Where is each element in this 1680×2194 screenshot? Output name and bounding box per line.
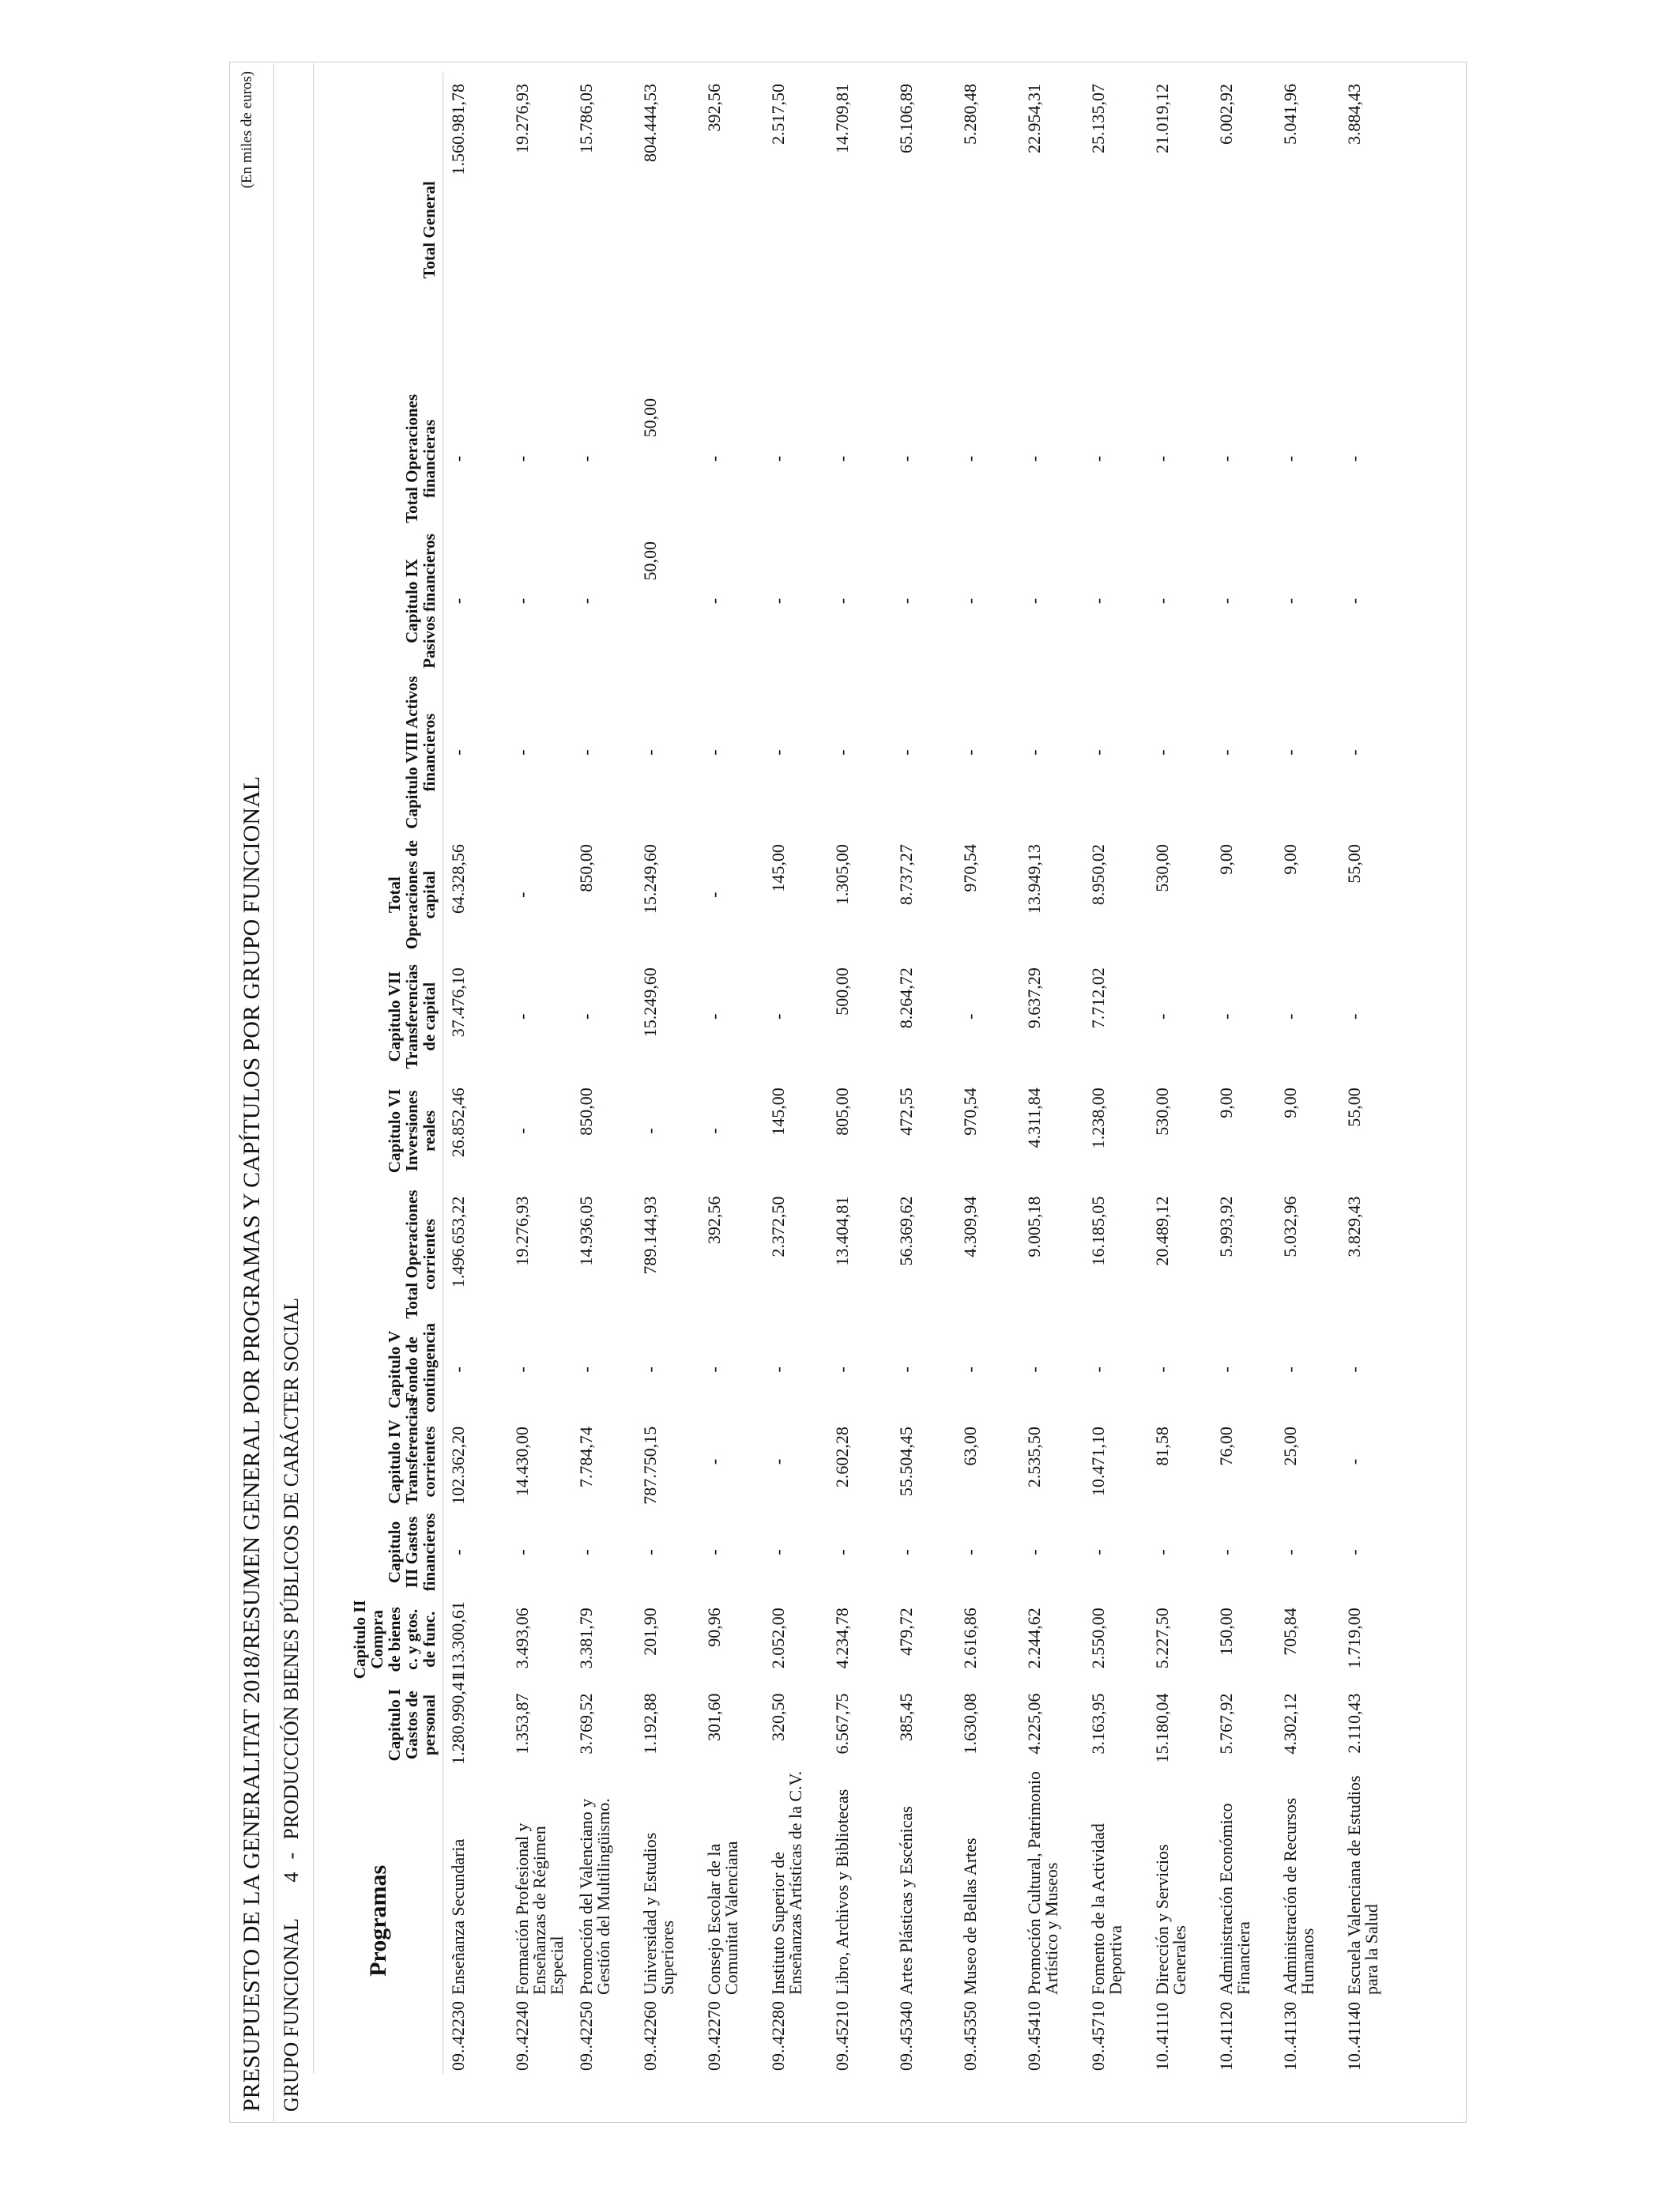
value-cell: - [1087,1367,1108,1373]
value-cell: 2.052,00 [767,1608,788,1669]
value-cell: - [959,455,980,462]
value-cell: - [895,749,916,756]
column-header: Capitulo I Gastos de personal [385,1688,439,1762]
value-cell: - [1343,455,1364,462]
value-cell: 1.192,88 [639,1693,660,1755]
value-cell: 2.517,50 [767,84,788,145]
value-cell: - [767,1458,788,1465]
value-cell: - [1279,1367,1300,1373]
program-name: Administración de Recursos Humanos [1279,1797,1317,1995]
value-cell: - [1151,598,1172,605]
value-cell: 13.949,13 [1023,844,1044,914]
value-cell: 4.309,94 [959,1196,980,1257]
table-row [1147,73,1211,2074]
program-cell [1083,1768,1147,2074]
value-cell: 4.234,78 [831,1608,852,1669]
value-cell: - [1151,1013,1172,1020]
table-row [635,73,699,2074]
value-cell: - [448,1549,468,1555]
value-cell: 1.560.981,78 [448,84,468,175]
value-cell: - [575,1549,596,1555]
page-title: PRESUPUESTO DE LA GENERALITAT 2018/RESUMEN GENERAL POR PROGRAMAS Y CAPÍTULOS POR GRUPO FUNCIONAL [239,776,265,2112]
value-cell: - [831,1549,852,1555]
value-cell: 90,96 [703,1608,724,1647]
value-cell: 385,45 [895,1693,916,1741]
program-code: 10..41110 [1151,2002,1172,2071]
value-cell: 1.238,00 [1087,1088,1108,1149]
value-cell: - [511,1367,532,1373]
program-name: Promoción Cultural, Patrimonio Artístico y Museos [1023,1771,1061,1995]
program-code: 09..45410 [1023,2001,1044,2071]
value-cell: - [1343,1367,1364,1373]
column-header: Capitulo VII Transferencias de capital [385,964,439,1069]
value-cell: - [1023,749,1044,756]
value-cell: 9,00 [1215,844,1236,875]
program-cell [571,1768,635,2074]
value-cell: 500,00 [831,967,852,1016]
column-header: Total Operaciones de capital [385,840,439,950]
value-cell: 1.305,00 [831,844,852,906]
value-cell: 787.750,15 [639,1426,660,1505]
group-number: 4 [280,1872,303,1883]
value-cell: 2.244,62 [1023,1608,1044,1669]
value-cell: 55,00 [1343,1088,1364,1127]
table-row [763,73,827,2074]
value-cell: 530,00 [1151,844,1172,892]
program-name: Fomento de la Actividad Deportiva [1087,1823,1125,1995]
value-cell: - [1215,749,1236,756]
value-cell: - [1215,1013,1236,1020]
value-cell: 5.993,92 [1215,1196,1236,1257]
group-separator: - [280,1852,303,1860]
value-cell: 3.381,79 [575,1608,596,1669]
program-cell [763,1768,827,2074]
column-header: Capitulo III Gastos financieros [385,1513,439,1592]
program-cell [635,1768,699,2074]
value-cell: - [1023,455,1044,462]
value-cell: - [703,1128,724,1134]
column-header: Capitulo VIII Activos financieros [402,676,439,829]
value-cell: 789.144,93 [639,1196,660,1275]
value-cell: 9,00 [1279,844,1300,875]
value-cell: 850,00 [575,1088,596,1136]
value-cell: - [959,749,980,756]
value-cell: 2.616,86 [959,1608,980,1669]
value-cell: 55,00 [1343,844,1364,884]
value-cell: - [703,455,724,462]
program-cell [1147,1768,1211,2074]
value-cell: 9,00 [1215,1088,1236,1118]
program-cell [443,1768,507,2074]
value-cell: 15.249,60 [639,967,660,1038]
value-cell: 15.786,05 [575,84,596,153]
value-cell: - [703,1458,724,1465]
program-code: 09..45340 [895,2001,916,2071]
value-cell: 970,54 [959,1088,980,1136]
table-row [571,73,635,2074]
value-cell: - [1343,598,1364,605]
value-cell: - [767,455,788,462]
value-cell: 37.476,10 [448,967,468,1038]
value-cell: - [703,598,724,605]
value-cell: - [895,455,916,462]
value-cell: 14.936,05 [575,1196,596,1266]
program-name: Administración Económico Financiera [1215,1803,1253,1995]
value-cell: - [1279,598,1300,605]
value-cell: - [895,1549,916,1555]
column-header: Capitulo VI Inversiones reales [385,1088,439,1174]
value-cell: 472,55 [895,1088,916,1136]
value-cell: 4.311,84 [1023,1088,1044,1148]
value-cell: 25,00 [1279,1427,1300,1466]
value-cell: - [703,892,724,898]
value-cell: 2.110,43 [1343,1693,1364,1754]
value-cell: 1.719,00 [1343,1608,1364,1669]
value-cell: - [895,598,916,605]
value-cell: - [831,455,852,462]
value-cell: - [1151,1367,1172,1373]
value-cell: 6.002,92 [1215,84,1236,145]
value-cell: 15.180,04 [1151,1693,1172,1763]
program-cell [507,1768,571,2074]
value-cell: 301,60 [703,1693,724,1741]
value-cell: 55.504,45 [895,1427,916,1497]
value-cell: 8.950,02 [1087,844,1108,906]
value-cell: - [895,1367,916,1373]
units-note: (En miles de euros) [239,71,255,189]
value-cell: 479,72 [895,1608,916,1656]
program-cell [891,1768,955,2074]
value-cell: - [511,598,532,605]
value-cell: 5.280,48 [959,84,980,145]
value-cell: 3.163,95 [1087,1693,1108,1755]
value-cell: 3.829,43 [1343,1196,1364,1257]
value-cell: 2.535,50 [1023,1427,1044,1488]
value-cell: 13.404,81 [831,1196,852,1266]
value-cell: - [511,1013,532,1020]
value-cell: - [575,598,596,605]
value-cell: - [1087,749,1108,756]
column-header-programas: Programas [365,1864,391,1977]
program-name: Universidad y Estudios Superiores [639,1832,677,1995]
column-header: Capitulo IX Pasivos financieros [402,533,439,669]
table-row [955,73,1019,2074]
value-cell: - [448,455,468,462]
column-header: Capitulo IV Transferencias corrientes [385,1400,439,1505]
value-cell: 392,56 [703,1196,724,1245]
program-name: Consejo Escolar de la Comunitat Valenciana [703,1841,741,1995]
value-cell: - [703,1549,724,1555]
value-cell: - [703,749,724,756]
program-name: Dirección y Servicios Generales [1151,1844,1189,1995]
title-divider [273,63,274,2121]
value-cell: 145,00 [767,844,788,892]
program-code: 10..41130 [1279,2001,1300,2071]
program-cell [955,1768,1019,2074]
value-cell: 2.602,28 [831,1427,852,1488]
value-cell: 15.249,60 [639,844,660,914]
value-cell: - [1279,455,1300,462]
value-cell: 320,50 [767,1693,788,1741]
value-cell: 804.444,53 [639,84,660,162]
value-cell: - [511,892,532,898]
value-cell: - [959,1549,980,1555]
value-cell: 50,00 [639,541,660,581]
program-code: 09..42260 [639,2001,660,2071]
value-cell: - [1215,1549,1236,1555]
value-cell: - [1151,455,1172,462]
table-body [443,73,1403,2074]
value-cell: 81,58 [1151,1427,1172,1466]
value-cell: 805,00 [831,1088,852,1136]
value-cell: 5.227,50 [1151,1608,1172,1669]
program-name: Enseñanza Secundaria [448,1838,468,1995]
program-name: Museo de Bellas Artes [959,1838,980,1995]
value-cell: - [1279,1013,1300,1020]
value-cell: - [1343,1458,1364,1465]
program-name: Formación Profesional y Enseñanzas de Régimen Especial [511,1823,567,1995]
value-cell: 56.369,62 [895,1196,916,1266]
value-cell: 63,00 [959,1427,980,1466]
program-code: 09..45710 [1087,2001,1108,2071]
value-cell: 9,00 [1279,1088,1300,1118]
value-cell: - [767,1013,788,1020]
value-cell: 2.372,50 [767,1196,788,1257]
value-cell: 1.280.990,41 [448,1673,468,1765]
header-row [319,73,443,2074]
value-cell: 19.276,93 [511,1196,532,1266]
value-cell: - [575,1013,596,1020]
value-cell: - [1151,749,1172,756]
value-cell: - [1279,1549,1300,1555]
value-cell: - [511,1128,532,1134]
table-row [1339,73,1403,2074]
value-cell: - [831,598,852,605]
value-cell: 14.709,81 [831,84,852,153]
value-cell: 150,00 [1215,1608,1236,1656]
program-cell [1211,1768,1275,2074]
value-cell: 65.106,89 [895,84,916,153]
program-code: 10..41120 [1215,2001,1236,2071]
budget-table [319,73,1403,2074]
table-row [443,73,507,2074]
value-cell: 50,00 [639,398,660,438]
group-divider [313,63,314,2074]
program-cell [827,1768,891,2074]
table-row [891,73,955,2074]
program-cell [1019,1768,1083,2074]
value-cell: 3.493,06 [511,1608,532,1669]
program-code: 09..45210 [831,2001,852,2071]
program-code: 10..41140 [1343,2001,1364,2071]
program-name: Escuela Valenciana de Estudios para la Salud [1343,1775,1381,1995]
value-cell: - [959,1013,980,1020]
value-cell: 9.005,18 [1023,1196,1044,1257]
value-cell: - [448,1367,468,1373]
program-name: Artes Plásticas y Escénicas [895,1806,916,1995]
value-cell: - [767,749,788,756]
value-cell: - [639,1367,660,1373]
program-code: 09..42240 [511,2001,532,2071]
value-cell: - [703,1367,724,1373]
value-cell: - [511,1549,532,1555]
value-cell: - [1087,598,1108,605]
table-row [827,73,891,2074]
value-cell: - [767,1367,788,1373]
value-cell: 25.135,07 [1087,84,1108,153]
value-cell: 20.489,12 [1151,1196,1172,1266]
program-code: 09..42250 [575,2001,596,2071]
value-cell: 1.496.653,22 [448,1196,468,1288]
value-cell: - [831,749,852,756]
value-cell: - [511,455,532,462]
value-cell: - [639,749,660,756]
value-cell: - [703,1013,724,1020]
value-cell: - [1151,1549,1172,1555]
value-cell: 850,00 [575,844,596,892]
program-code: 09..45350 [959,2001,980,2071]
value-cell: - [767,598,788,605]
value-cell: - [1023,1367,1044,1373]
value-cell: 530,00 [1151,1088,1172,1136]
value-cell: 21.019,12 [1151,84,1172,153]
group-label: GRUPO FUNCIONAL [280,1919,303,2112]
program-name: Libro, Archivos y Bibliotecas [831,1789,852,1995]
value-cell: - [511,749,532,756]
value-cell: 26.852,46 [448,1088,468,1158]
value-cell: 9.637,29 [1023,967,1044,1029]
value-cell: 3.884,43 [1343,84,1364,145]
value-cell: 4.302,12 [1279,1693,1300,1755]
value-cell: - [1087,1549,1108,1555]
value-cell: - [1023,598,1044,605]
value-cell: - [1343,749,1364,756]
column-header: Capitulo II Compra de bienes c. y gtos. de func. [350,1600,439,1679]
value-cell: - [639,1128,660,1134]
value-cell: - [1023,1549,1044,1555]
value-cell: 145,00 [767,1088,788,1136]
value-cell: 8.737,27 [895,844,916,906]
value-cell: 970,54 [959,844,980,892]
program-code: 09..42280 [767,2001,788,2071]
value-cell: 5.041,96 [1279,84,1300,145]
value-cell: 201,90 [639,1608,660,1656]
value-cell: - [959,1367,980,1373]
column-header: Total Operaciones financieras [402,394,439,523]
value-cell: - [639,1549,660,1555]
table-row [1275,73,1339,2074]
value-cell: 113.300,61 [448,1601,468,1679]
value-cell: 16.185,05 [1087,1196,1108,1266]
value-cell: - [1087,455,1108,462]
table-row [699,73,763,2074]
value-cell: 2.550,00 [1087,1608,1108,1669]
value-cell: - [575,749,596,756]
rotated-page [231,63,1465,2121]
value-cell: 76,00 [1215,1427,1236,1466]
value-cell: - [767,1549,788,1555]
value-cell: 14.430,00 [511,1427,532,1497]
table-row [507,73,571,2074]
value-cell: 10.471,10 [1087,1427,1108,1497]
value-cell: - [959,598,980,605]
value-cell: 705,84 [1279,1608,1300,1656]
program-name: Promoción del Valenciano y Gestión del Multilingüismo. [575,1798,613,1995]
value-cell: 4.225,06 [1023,1693,1044,1755]
value-cell: 1.630,08 [959,1693,980,1755]
value-cell: 7.712,02 [1087,967,1108,1029]
program-cell [1275,1768,1339,2074]
value-cell: 7.784,74 [575,1427,596,1488]
value-cell: - [448,598,468,605]
program-cell [1339,1768,1403,2074]
value-cell: - [1215,1367,1236,1373]
functional-group [280,1298,303,2112]
program-code: 09..42230 [448,2001,468,2071]
value-cell: - [1215,455,1236,462]
table-row [1083,73,1147,2074]
value-cell: 3.769,52 [575,1693,596,1755]
value-cell: - [575,455,596,462]
value-cell: 8.264,72 [895,967,916,1029]
value-cell: - [1215,598,1236,605]
value-cell: - [1279,749,1300,756]
program-code: 09..42270 [703,2001,724,2071]
program-name: Instituto Superior de Enseñanzas Artísticas de la C.V. [767,1770,805,1995]
value-cell: 64.328,56 [448,844,468,914]
value-cell: - [1343,1013,1364,1020]
value-cell: 102.362,20 [448,1426,468,1505]
value-cell: - [1343,1549,1364,1555]
value-cell: - [831,1367,852,1373]
value-cell: 5.767,92 [1215,1693,1236,1755]
column-header: Total Operaciones corrientes [402,1189,439,1319]
value-cell: 6.567,75 [831,1693,852,1755]
program-cell [699,1768,763,2074]
value-cell: - [448,749,468,756]
table-row [1019,73,1083,2074]
table-row [1211,73,1275,2074]
value-cell: 22.954,31 [1023,84,1044,153]
value-cell: 1.353,87 [511,1693,532,1755]
column-header: Capitulo V Fondo de contingencia [385,1322,439,1413]
value-cell: 5.032,96 [1279,1196,1300,1257]
value-cell: 392,56 [703,84,724,132]
group-name: PRODUCCIÓN BIENES PÚBLICOS DE CARÁCTER SOCIAL [280,1298,303,1840]
value-cell: 19.276,93 [511,84,532,153]
column-header: Total General [420,181,439,279]
value-cell: - [575,1367,596,1373]
